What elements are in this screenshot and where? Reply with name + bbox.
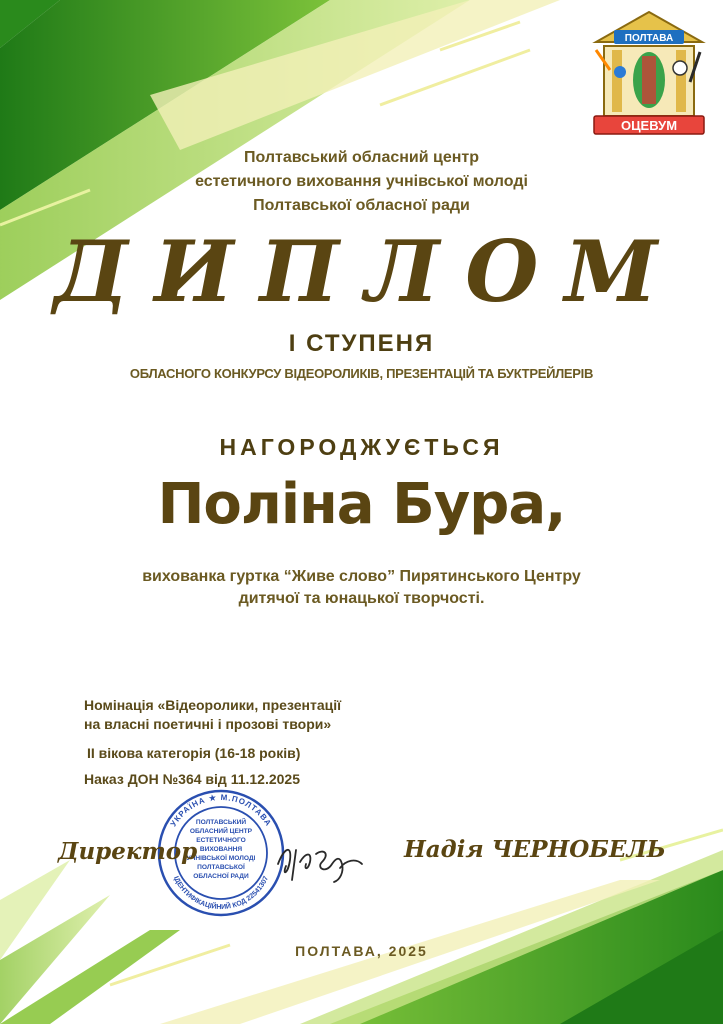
recipient-name: Поліна Бура, — [157, 472, 566, 537]
organization-line-3: Полтавської обласної ради — [253, 197, 470, 214]
director-label: Директор — [58, 838, 198, 865]
svg-text:ОЦЕВУМ: ОЦЕВУМ — [620, 118, 678, 133]
age-category: ІІ вікова категорія (16-18 років) — [87, 745, 301, 761]
recipient-description — [0, 566, 723, 610]
description-line-1: вихованка гуртка “Живе слово” Пирятинського Центру — [142, 568, 581, 585]
contest-name: ОБЛАСНОГО КОНКУРСУ ВІДЕОРОЛИКІВ, ПРЕЗЕНТАЦІЙ ТА БУКТРЕЙЛЕРІВ — [129, 366, 594, 381]
stamp-line: УЧНІВСЬКОЇ МОЛОДІ — [186, 855, 256, 862]
description-line-2: дитячої та юнацької творчості. — [238, 590, 485, 607]
organization-name — [0, 146, 723, 218]
stamp-line: ЕСТЕТИЧНОГО — [196, 837, 246, 844]
nomination-line-2: на власні поетичні і прозові твори» — [84, 716, 332, 732]
stamp-line: ОБЛАСНОЇ РАДИ — [193, 873, 249, 880]
order-reference: Наказ ДОН №364 від 11.12.2025 — [84, 771, 300, 787]
svg-text:ПОЛТАВА: ПОЛТАВА — [624, 33, 674, 44]
oceum-logo — [590, 10, 708, 136]
stamp-line: ПОЛТАВСЬКОЇ — [197, 864, 245, 871]
stamp-outer-bottom: ІДЕНТИФІКАЦІЙНИЙ КОД 22541307 — [171, 875, 271, 912]
stamp-line: ВИХОВАННЯ — [199, 846, 243, 853]
organization-line-2: естетичного виховання учнівської молоді — [195, 173, 528, 190]
city-year: ПОЛТАВА, 2025 — [295, 943, 428, 959]
stamp-line: ОБЛАСНИЙ ЦЕНТР — [189, 828, 253, 835]
nomination — [84, 696, 341, 734]
director-name: Надія ЧЕРНОБЕЛЬ — [404, 836, 666, 863]
stamp-line: ПОЛТАВСЬКИЙ — [195, 819, 247, 826]
awarded-label: НАГОРОДЖУЄТЬСЯ — [219, 434, 504, 460]
degree-label: І СТУПЕНЯ — [288, 330, 435, 357]
stamp-outer-top: УКРАЇНА ★ М.ПОЛТАВА — [168, 792, 274, 829]
organization-line-1: Полтавський обласний центр — [243, 149, 480, 166]
handwritten-signature — [270, 830, 370, 890]
diploma-title: ДИПЛОМ — [53, 222, 684, 321]
nomination-line-1: Номінація «Відеоролики, презентації — [84, 697, 342, 713]
